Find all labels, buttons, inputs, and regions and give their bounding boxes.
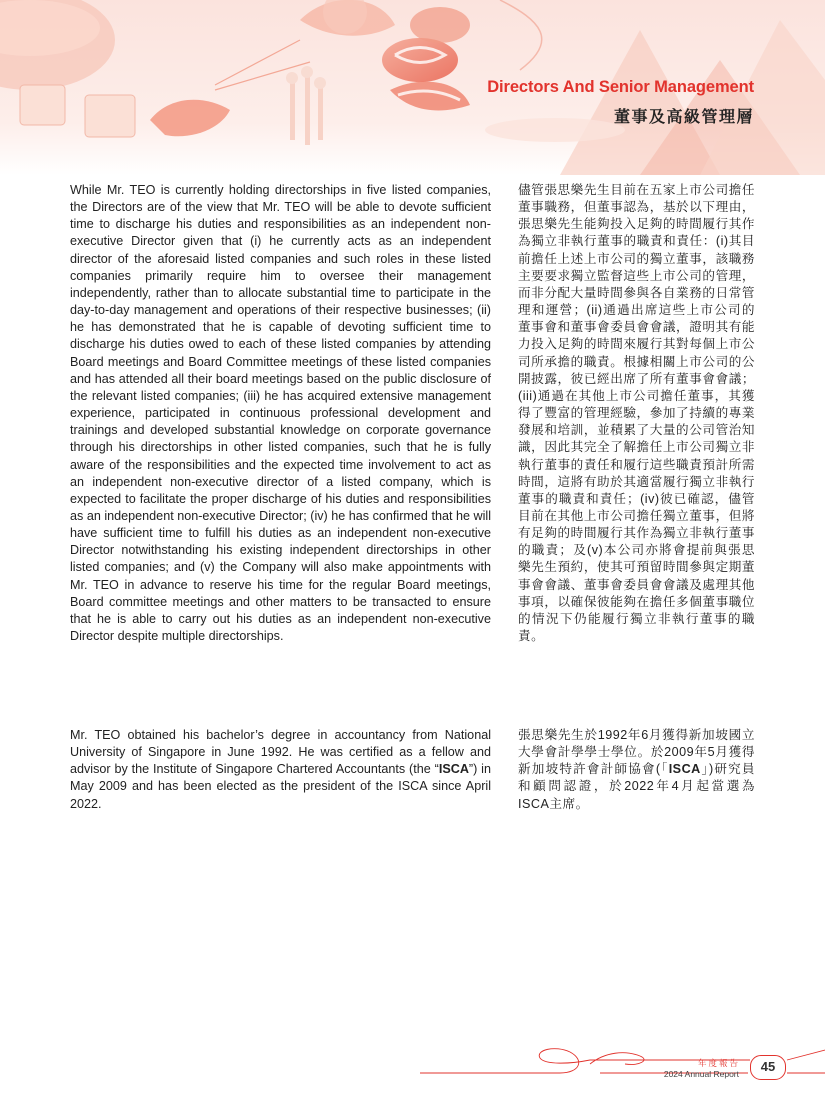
chinese-paragraph-directorships <box>518 182 755 645</box>
section-title-en: Directors And Senior Management <box>487 78 754 96</box>
zh-p2-isca-bold: ISCA <box>668 762 701 777</box>
en-p2-part-c: ”) in May 2009 and has been elected as the president of the ISCA since April 2022. <box>70 762 491 811</box>
en-p2-part-a: Mr. TEO obtained his bachelor’s degree in accountancy from National University of Singapore in June 1992. He was certified as a fellow and advisor by the Institute of Singapore Chartered Accountants (the “ <box>70 728 491 777</box>
page-number-badge: 45 <box>750 1055 786 1080</box>
en-p2-isca-bold: ISCA <box>438 762 469 777</box>
english-paragraph-2-text <box>70 727 491 813</box>
chinese-paragraph-1-text: 儘管張思樂先生目前在五家上市公司擔任董事職務，但董事認為，基於以下理由，張思樂先生能夠投入足夠的時間履行其作為獨立非執行董事的職責和責任：(i)其目前擔任上述上市公司的獨立董事，該職務主要要求獨立監督這些上市公司的管理，而非分配大量時間參與各自業務的日常管理和運營；(ii)通過出席這些上市公司的董事會和董事會委員會會議，證明其有能力投入足夠的時間來履行其對每個上市公司所承擔的職責。根據相關上市公司的公開披露，彼已經出席了所有董事會會議；(iii)通過在其他上市公司擔任董事，其獲得了豐富的管理經驗，參加了持續的專業發展和培訓，並積累了大量的公司管治知識，因此其完全了解擔任上市公司獨立非執行董事的責任和履行這些職責預計所需時間，這將有助於其適當履行獨立非執行董事的職責和責任；(iv)彼已確認，儘管目前在其他上市公司擔任獨立董事，但將有足夠的時間履行其作為獨立非執行董事的職責；及(v)本公司亦將會提前與張思樂先生預約，使其可預留時間參與定期董事會會議、董事會委員會會議及處理其他事項，以確保彼能夠在擔任多個董事職位的情況下仍能履行獨立非執行董事的職責。 <box>518 183 755 644</box>
english-paragraph-directorships <box>70 182 491 645</box>
zh-p2-part-a: 張思樂先生於1992年6月獲得新加坡國立大學會計學學士學位。於2009年5月獲得新加坡特許會計師協會(「 <box>518 728 755 777</box>
chinese-paragraph-2-text <box>518 727 755 813</box>
section-title-zh: 董事及高級管理層 <box>613 109 754 126</box>
zh-p2-part-c: 」)研究員和顧問認證，於2022年4月起當選為ISCA主席。 <box>518 762 755 811</box>
english-paragraph-education <box>70 727 491 813</box>
footer-report-label-en: 2024 Annual Report <box>663 1069 739 1079</box>
english-paragraph-1-text: While Mr. TEO is currently holding directorships in five listed companies, the Directors are of the view that Mr. TEO will be able to devote sufficient time to discharge his duties and responsibilities as an independent non-executive Director given that (i) he currently acts as an independent director of the aforesaid listed companies and such roles in these listed companies primarily require him to oversee their management independently, rather than to allocate substantial time to participate in the day-to-day management and operations of their respective businesses; (ii) he has demonstrated that he is capable of devoting sufficient time to discharge his duties owed to each of these listed companies by attending Board meetings and Board Committee meetings of these listed companies and has attended all their board meetings based on the public disclosure of the relevant listed companies; (iii) he has acquired extensive management experience, participated in continuous professional development and trainings and developed substantial knowledge on corporate governance through his directorships in other listed companies, such that he is fully aware of the responsibilities and the expected time involvement to act as an independent non-executive director of a listed company, which is expected to facilitate the proper discharge of his duties and responsibilities as an independent non-executive Director; (iv) he has confirmed that he will have sufficient time to fulfill his duties as an independent non-executive Director notwithstanding his existing independent directorships in other listed companies; and (v) the Company will also make appointments with Mr. TEO in advance to reserve his time for the regular Board meetings, Board committee meetings and other matters to be transacted to ensure that he is able to carry out his duties as an independent non-executive Director despite multiple directorships. <box>70 183 491 644</box>
footer-report-label-zh: 年度報告 <box>697 1058 740 1068</box>
chinese-paragraph-education <box>518 727 755 813</box>
